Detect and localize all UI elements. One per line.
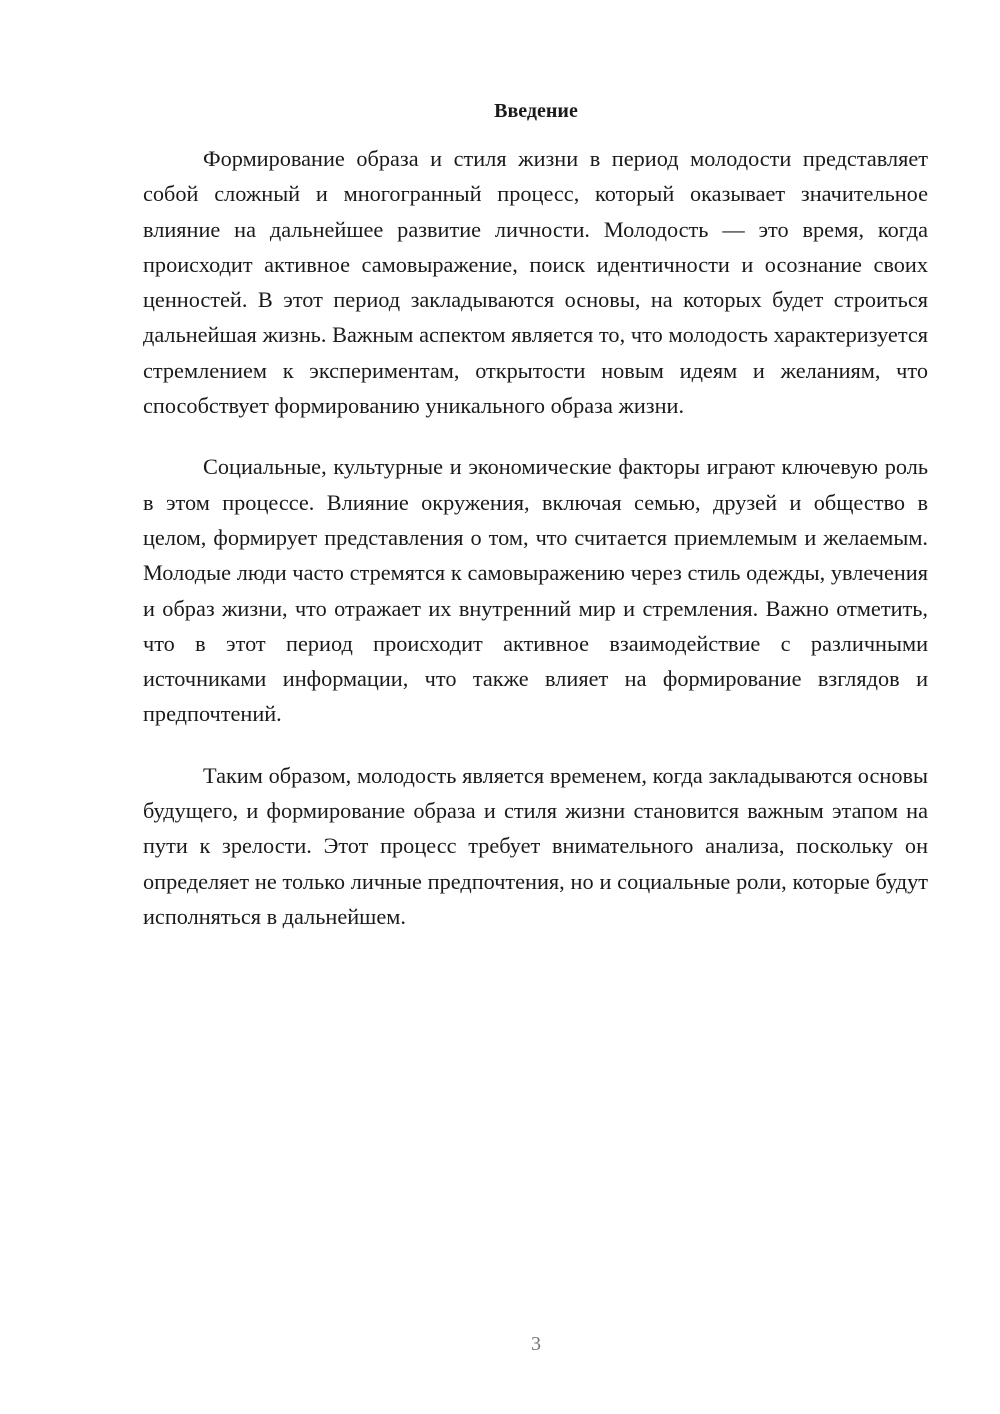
paragraph-3: Таким образом, молодость является временем, когда закладываются основы будущего, и формирование образа и стиля жизни становится важным этапом на пути к зрелости. Этот процесс требует внимательного анализа, поскольку он определяет не только личные предпочтения, но и социальные роли, которые будут исполняться в дальнейшем. (143, 762, 928, 929)
paragraph-1: Формирование образа и стиля жизни в период молодости представляет собой сложный и многогранный процесс, который оказывает значительное влияние на дальнейшее развитие личности. Молодость — это время, когда происходит активное самовыражение, поиск идентичности и осознание своих ценностей. В этот период закладываются основы, на которых будет строиться дальнейшая жизнь. Важным аспектом является то, что молодость характеризуется стремлением к экспериментам, открытости новым идеям и желаниям, что способствует формированию уникального образа жизни. (143, 146, 928, 419)
body-text (143, 141, 928, 960)
page-number: 3 (531, 1333, 541, 1355)
paragraph-2: Социальные, культурные и экономические факторы играют ключевую роль в этом процессе. Влияние окружения, включая семью, друзей и общество в целом, формирует представления о том, что считается приемлемым и желаемым. Молодые люди часто стремятся к самовыражению через стиль одежды, увлечения и образ жизни, что отражает их внутренний мир и стремления. Важно отметить, что в этот период происходит активное взаимодействие с различными источниками информации, что также влияет на формирование взглядов и предпочтений. (143, 454, 928, 727)
section-title: Введение (494, 100, 578, 122)
